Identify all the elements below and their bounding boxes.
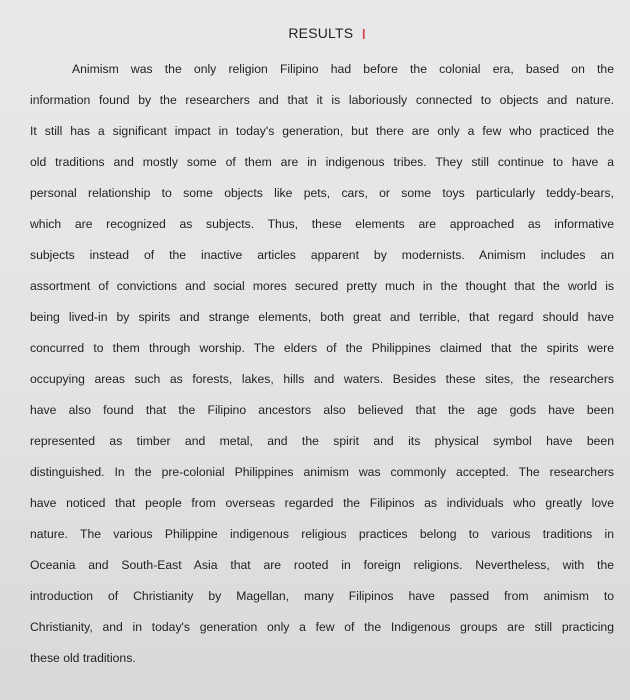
paragraph-line: represented as timber and metal, and the spirit and its physical symbol have been [30, 434, 614, 448]
paragraph-line: old traditions and mostly some of them are in indigenous tribes. They still continue to have a [30, 155, 614, 169]
paragraph-line: these old traditions. [30, 651, 136, 665]
paragraph-line: subjects instead of the inactive articles apparent by modernists. Animism includes an [30, 248, 614, 262]
paragraph-line: occupying areas such as forests, lakes, hills and waters. Besides these sites, the researchers [30, 372, 614, 386]
paragraph-line: Christianity, and in today's generation only a few of the Indigenous groups are still practicing [30, 620, 614, 634]
text-cursor-icon: ǀ [361, 26, 366, 42]
paragraph-line: nature. The various Philippine indigenous religious practices belong to various traditions in [30, 527, 614, 541]
results-paragraph [30, 54, 614, 674]
paragraph-line: being lived-in by spirits and strange elements, both great and terrible, that regard should have [30, 310, 614, 324]
paragraph-line: have noticed that people from overseas regarded the Filipinos as individuals who greatly love [30, 496, 614, 510]
paragraph-line: personal relationship to some objects like pets, cars, or some toys particularly teddy-bears, [30, 186, 614, 200]
paragraph-line: introduction of Christianity by Magellan, many Filipinos have passed from animism to [30, 589, 614, 603]
paragraph-line: which are recognized as subjects. Thus, these elements are approached as informative [30, 217, 614, 231]
paragraph-line: Oceania and South-East Asia that are rooted in foreign religions. Nevertheless, with the [30, 558, 614, 572]
paragraph-line: Animism was the only religion Filipino had before the colonial era, based on the [72, 62, 614, 76]
title-row [40, 16, 614, 50]
paragraph-line: It still has a significant impact in today's generation, but there are only a few who practiced the [30, 124, 614, 138]
paragraph-line: information found by the researchers and that it is laboriously connected to objects and nature. [30, 93, 614, 107]
paragraph-line: have also found that the Filipino ancestors also believed that the age gods have been [30, 403, 614, 417]
page-title: RESULTS [288, 25, 354, 41]
paragraph-line: distinguished. In the pre-colonial Philippines animism was commonly accepted. The researchers [30, 465, 614, 479]
paragraph-line: assortment of convictions and social mores secured pretty much in the thought that the world is [30, 279, 614, 293]
paragraph-line: concurred to them through worship. The elders of the Philippines claimed that the spirits were [30, 341, 614, 355]
